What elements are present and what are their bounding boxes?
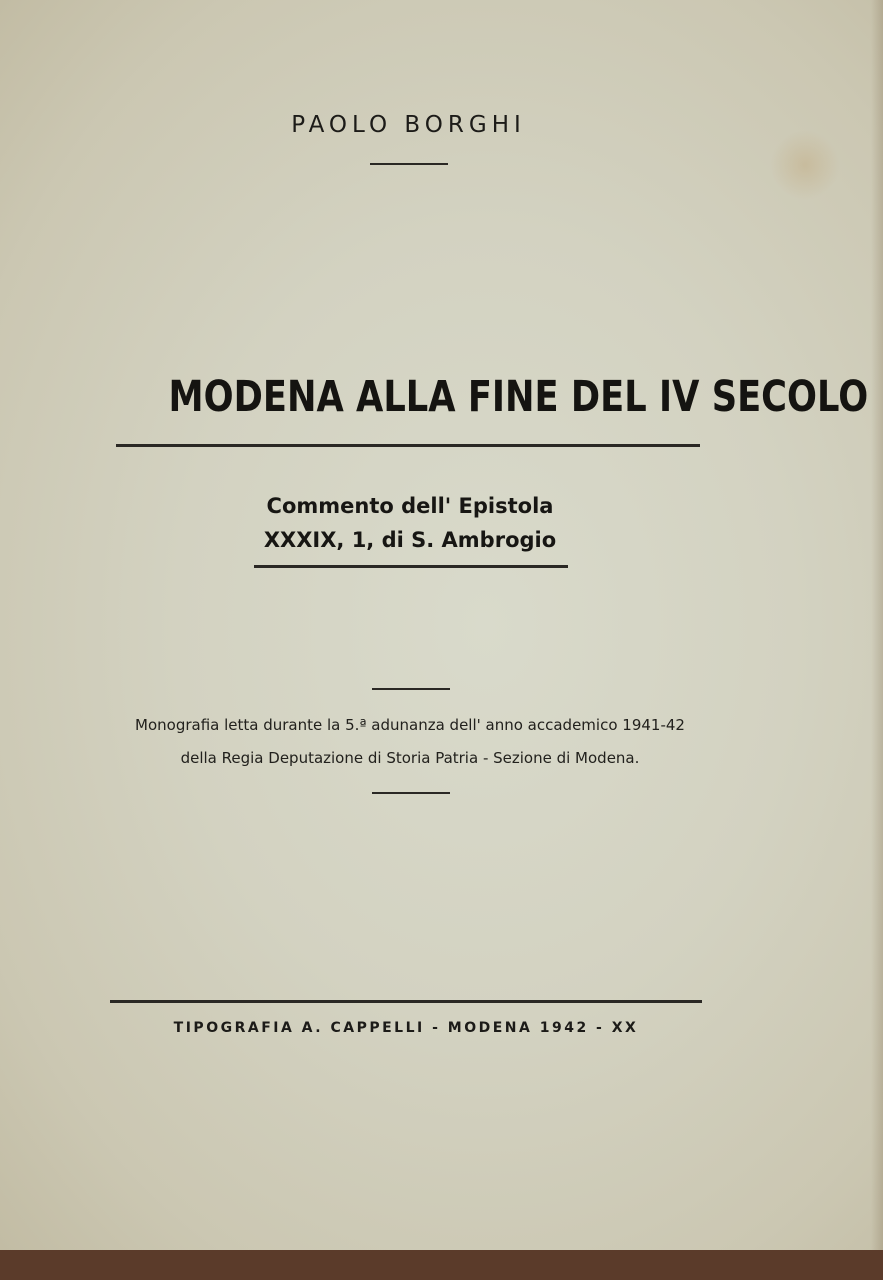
subtitle-line-1: Commento dell' Epistola bbox=[266, 494, 554, 518]
book-title: MODENA ALLA FINE DEL IV SECOLO bbox=[168, 372, 869, 422]
monograph-rule-bottom bbox=[372, 792, 450, 794]
subtitle-line-2: XXXIX, 1, di S. Ambrogio bbox=[263, 528, 557, 552]
page-edge-shadow bbox=[871, 0, 883, 1250]
paper-stain bbox=[770, 130, 840, 200]
author-rule bbox=[370, 163, 448, 165]
monograph-line-2: della Regia Deputazione di Storia Patria - Sezione di Modena. bbox=[180, 749, 640, 767]
printer-rule bbox=[110, 1000, 702, 1003]
subtitle-rule bbox=[254, 565, 568, 568]
monograph-rule-top bbox=[372, 688, 450, 690]
title-rule bbox=[116, 444, 700, 447]
author-name: PAOLO BORGHI bbox=[291, 112, 526, 138]
monograph-line-1: Monografia letta durante la 5.ª adunanza dell' anno accademico 1941-42 bbox=[135, 716, 685, 734]
printer-imprint: TIPOGRAFIA A. CAPPELLI - MODENA 1942 - XX bbox=[173, 1020, 639, 1036]
